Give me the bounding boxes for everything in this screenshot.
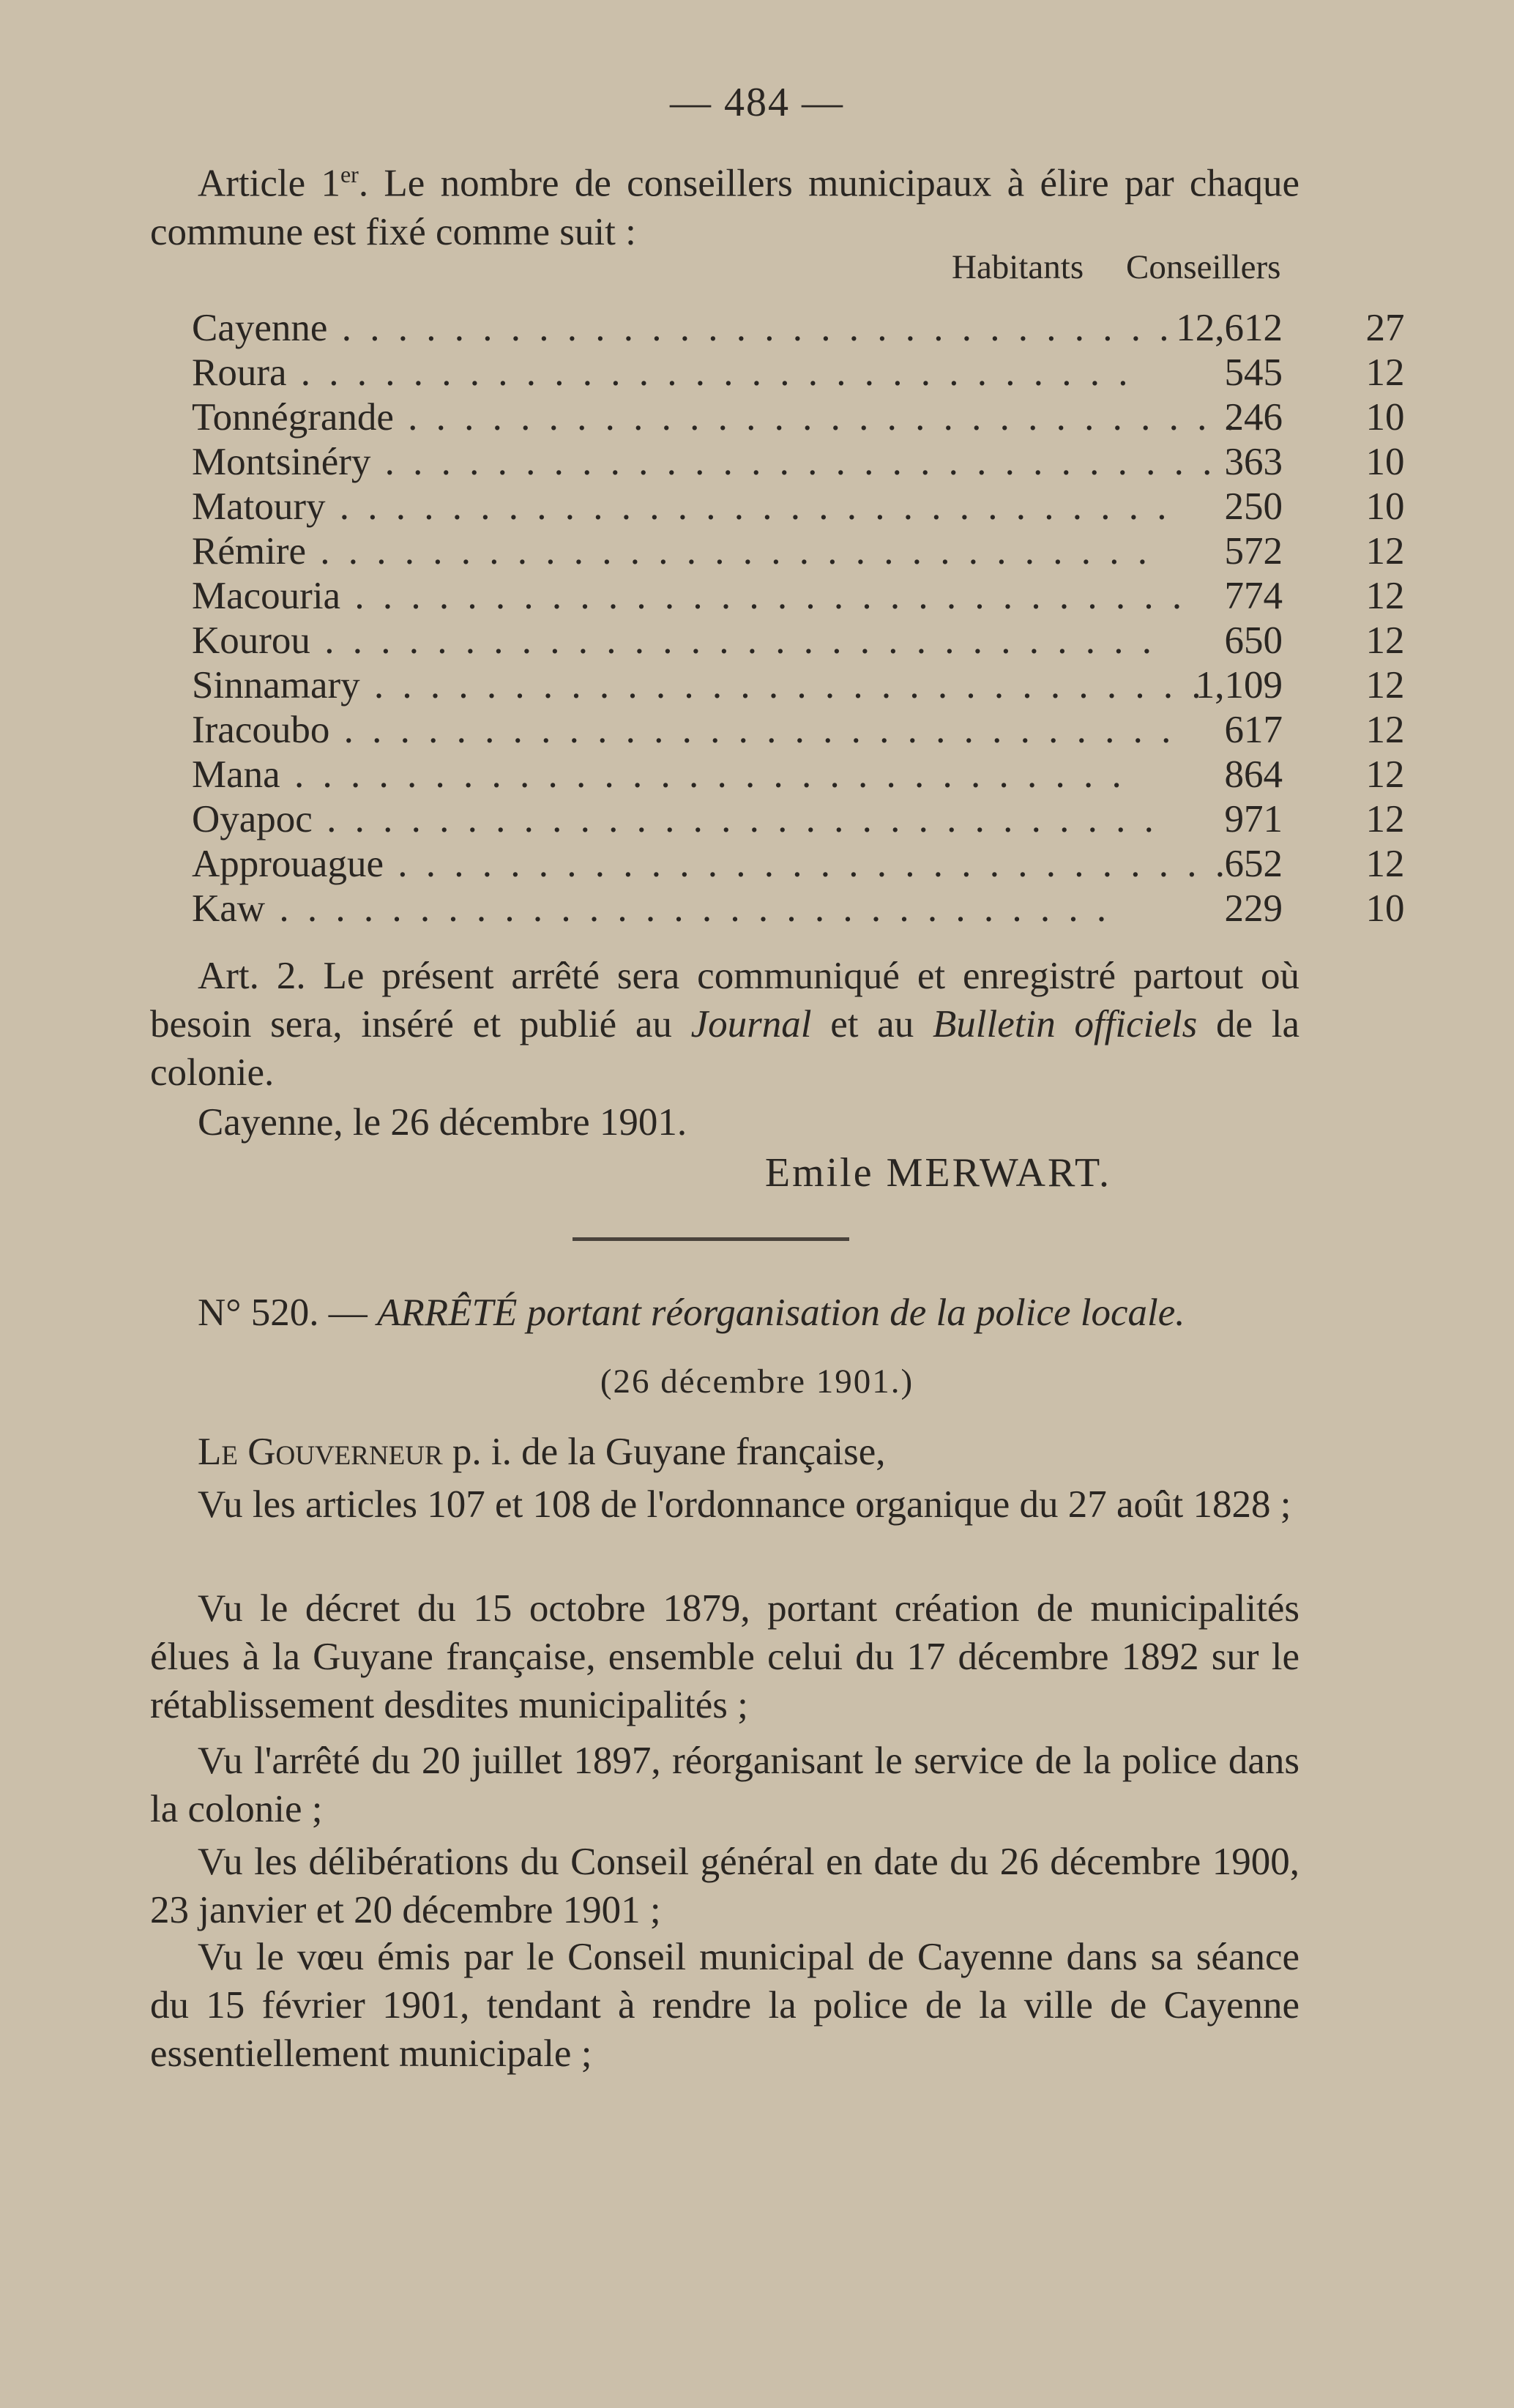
table-row: Cayenne . . . . . . . . . . . . . . . . . . . . . . . . . . . . . . 12,612 27 [192,306,1312,350]
habitants-value: 246 [1224,396,1283,439]
table-row: Macouria . . . . . . . . . . . . . . . . . . . . . . . . . . . . . . 774 12 [192,574,1312,618]
considerant-3: Vu l'arrêté du 20 juillet 1897, réorganisant le service de la police dans la colonie ; [150,1740,1299,1830]
article-2-paragraph [150,952,1299,1097]
signature: Emile MERWART. [764,1150,1111,1196]
habitants-value: 864 [1224,753,1283,796]
table-row: Matoury . . . . . . . . . . . . . . . . . . . . . . . . . . . . . . 250 10 [192,485,1312,529]
header-conseillers: Conseillers [1126,248,1281,286]
conseillers-value: 12 [1365,664,1405,707]
commune-name: Mana [192,753,280,796]
arrete-title-rest: portant réorganisation de la police locale. [517,1291,1185,1334]
conseillers-value: 10 [1365,485,1405,528]
conseillers-value: 12 [1365,709,1405,751]
article-1-prefix: Article 1 [198,162,340,205]
considerant-2: Vu le décret du 15 octobre 1879, portant création de municipalités élues à la Guyane française, ensemble celui du 17 décembre 1892 sur le rétablissement desdites municipalités ; [150,1587,1299,1726]
habitants-value: 652 [1224,843,1283,885]
conseillers-value: 12 [1365,619,1405,662]
conseillers-value: 12 [1365,843,1405,885]
place-date: Cayenne, le 26 décembre 1901. [198,1101,687,1144]
arrete-title [150,1289,1299,1337]
conseillers-value: 27 [1365,307,1405,349]
table-row: Mana . . . . . . . . . . . . . . . . . . . . . . . . . . . . . . 864 12 [192,753,1312,797]
habitants-value: 572 [1224,530,1283,573]
article-2-text-c: de la colonie. [150,1003,1299,1094]
commune-name: Approuague [192,843,384,885]
considerant-5: Vu le vœu émis par le Conseil municipal de Cayenne dans sa séance du 15 février 1901, tendant à rendre la police de la ville de Cayenne essentiellement municipale ; [150,1936,1299,2075]
conseillers-value: 12 [1365,575,1405,617]
article-2-text-b: et au [811,1003,933,1045]
table-row: Montsinéry . . . . . . . . . . . . . . . . . . . . . . . . . . . . . . 363 10 [192,440,1312,484]
arrete-number: N° 520. — [198,1291,377,1334]
considerant-1: Vu les articles 107 et 108 de l'ordonnance organique du 27 août 1828 ; [198,1483,1291,1526]
table-row: Tonnégrande . . . . . . . . . . . . . . . . . . . . . . . . . . . . . . 246 10 [192,395,1312,439]
page-number: — 484 — [670,80,844,125]
habitants-value: 1,109 [1195,664,1283,707]
conseillers-value: 12 [1365,351,1405,394]
table-row: Roura . . . . . . . . . . . . . . . . . . . . . . . . . . . . . . 545 12 [192,351,1312,395]
arrete-date: (26 décembre 1901.) [600,1363,914,1401]
habitants-value: 363 [1224,441,1283,483]
conseillers-value: 10 [1365,396,1405,439]
article-1-paragraph [150,150,1299,256]
header-habitants: Habitants [952,248,1084,286]
habitants-value: 229 [1224,887,1283,930]
habitants-value: 12,612 [1176,307,1283,349]
table-row: Approuague . . . . . . . . . . . . . . . . . . . . . . . . . . . . . . 652 12 [192,842,1312,886]
article-2-text-a: Art. 2. Le présent arrêté sera communiqué et enregistré partout où besoin sera, inséré et publié au [150,955,1299,1045]
commune-name: Macouria [192,575,341,617]
table-row: Iracoubo . . . . . . . . . . . . . . . . . . . . . . . . . . . . . . 617 12 [192,708,1312,752]
article-1-sup: er [340,161,359,187]
conseillers-value: 12 [1365,753,1405,796]
commune-name: Sinnamary [192,664,360,707]
commune-name: Matoury [192,485,326,528]
governor-title: Le Gouverneur [198,1431,443,1473]
conseillers-value: 10 [1365,441,1405,483]
habitants-value: 617 [1224,709,1283,751]
conseillers-value: 10 [1365,887,1405,930]
table-row: Kaw . . . . . . . . . . . . . . . . . . . . . . . . . . . . . . 229 10 [192,887,1312,931]
table-row: Kourou . . . . . . . . . . . . . . . . . . . . . . . . . . . . . . 650 12 [192,619,1312,663]
governor-line [150,1428,1299,1476]
habitants-value: 774 [1224,575,1283,617]
section-divider [573,1237,849,1241]
table-row: Rémire . . . . . . . . . . . . . . . . . . . . . . . . . . . . . . 572 12 [192,529,1312,573]
commune-name: Roura [192,351,287,394]
commune-name: Iracoubo [192,709,330,751]
table-row: Oyapoc . . . . . . . . . . . . . . . . . . . . . . . . . . . . . . 971 12 [192,797,1312,841]
table-row: Sinnamary . . . . . . . . . . . . . . . . . . . . . . . . . . . . . . 1,109 12 [192,663,1312,707]
habitants-value: 250 [1224,485,1283,528]
commune-name: Rémire [192,530,306,573]
commune-name: Tonnégrande [192,396,394,439]
journal-link-text: Journal [690,1003,812,1045]
conseillers-value: 12 [1365,798,1405,840]
habitants-value: 650 [1224,619,1283,662]
habitants-value: 971 [1224,798,1283,840]
habitants-value: 545 [1224,351,1283,394]
arrete-title-caps: ARRÊTÉ [376,1291,518,1334]
commune-name: Kaw [192,887,266,930]
commune-name: Oyapoc [192,798,313,840]
commune-name: Kourou [192,619,310,662]
commune-name: Montsinéry [192,441,371,483]
commune-name: Cayenne [192,307,328,349]
article-1-text: . Le nombre de conseillers municipaux à élire par chaque commune est fixé comme suit : [150,162,1299,253]
conseillers-value: 12 [1365,530,1405,573]
bulletin-text: Bulletin officiels [932,1003,1198,1045]
considerant-4: Vu les délibérations du Conseil général en date du 26 décembre 1900, 23 janvier et 20 décembre 1901 ; [150,1841,1299,1931]
governor-text: p. i. de la Guyane française, [442,1431,886,1473]
